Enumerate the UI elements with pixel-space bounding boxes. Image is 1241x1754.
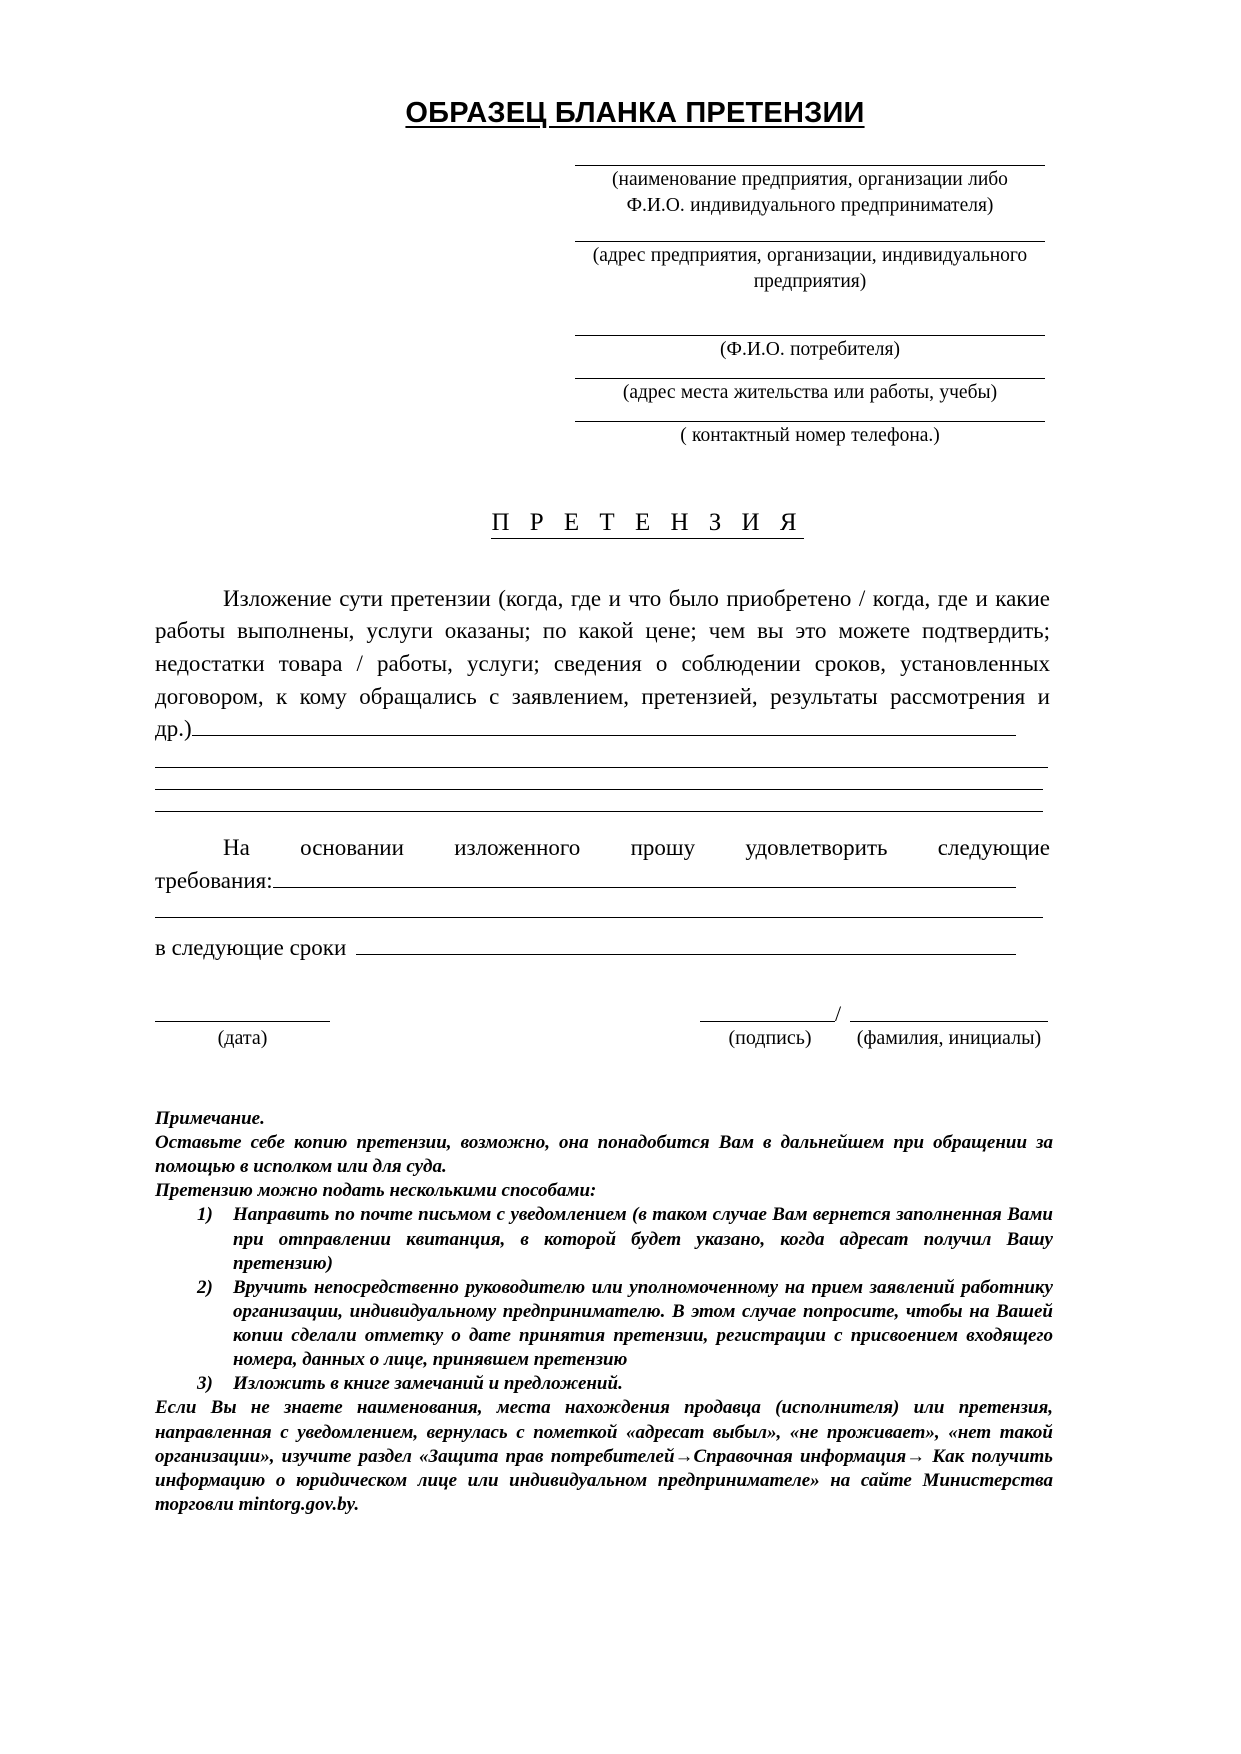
essence-tail-text: др.) [155, 716, 192, 742]
page-title: ОБРАЗЕЦ БЛАНКА ПРЕТЕНЗИИ [405, 97, 865, 129]
essence-fill-line-4[interactable] [155, 811, 1043, 812]
demand-block [155, 832, 1050, 965]
consumer-phone-fill-line[interactable] [575, 421, 1045, 422]
signature-fill-line[interactable] [700, 1021, 835, 1022]
document-content [155, 0, 1055, 1517]
list-item [155, 1372, 1053, 1396]
addressee-address-caption-line2: предприятия) [753, 271, 867, 293]
essence-tail-line [155, 713, 1050, 746]
consumer-name-caption: (Ф.И.О. потребителя) [720, 338, 900, 360]
note-heading: Примечание. [155, 1107, 265, 1129]
addressee-organization-caption-line2: Ф.И.О. индивидуального предпринимателя) [626, 195, 994, 217]
signature-caption: (подпись) [728, 1026, 812, 1049]
spacer [575, 295, 1045, 335]
demand-intro-paragraph [155, 832, 1050, 865]
note-ways-intro: Претензию можно подать несколькими способами: [155, 1180, 597, 1202]
consumer-address-caption: (адрес места жительства или работы, учебы) [622, 381, 998, 403]
list-item-text: Направить по почте письмом с уведомлением (в таком случае Вам вернется заполненная Вами при отправлении квитанция, в которой будет указано, когда адресат получил Вашу претензию) [233, 1204, 1053, 1274]
spacer [575, 219, 1045, 241]
date-fill-line[interactable] [155, 1021, 330, 1022]
consumer-address-group [575, 378, 1045, 405]
consumer-address-fill-line[interactable] [575, 378, 1045, 379]
addressee-organization-fill-line[interactable] [575, 165, 1045, 166]
list-item-text: Изложить в книге замечаний и предложений. [233, 1373, 623, 1395]
essence-fill-line-1[interactable] [192, 713, 1016, 736]
list-item [155, 1276, 1053, 1373]
claim-body [155, 583, 1053, 1517]
demand-label-line [155, 865, 1050, 898]
essence-paragraph [155, 583, 1050, 714]
claim-heading-text: П Р Е Т Е Н З И Я [491, 509, 803, 539]
note-ways-list [155, 1203, 1053, 1396]
note-keep-copy: Оставьте себе копию претензии, возможно, она понадобится Вам в дальнейшем при обращении за помощью в исполком или для суда. [155, 1132, 1053, 1178]
date-caption: (дата) [217, 1026, 268, 1049]
consumer-name-fill-line[interactable] [575, 335, 1045, 336]
spacer [575, 362, 1045, 378]
surname-caption: (фамилия, инициалы) [856, 1026, 1042, 1049]
essence-intro-text: Изложение сути претензии (когда, где и что было приобретено / когда, где и какие работы выполнены, услуги оказаны; по какой цене; чем вы это можете подтвердить; недостатки товара / работы, услуги; сведения о соблюдении сроков, установленных договором, к кому обращались с заявлением, претензией, результаты рассмотрения и [155, 585, 1050, 709]
demand-fill-line-1[interactable] [273, 865, 1016, 888]
surname-fill-line[interactable] [850, 1021, 1048, 1022]
terms-line [155, 932, 1050, 965]
demand-label-text: требования: [155, 867, 273, 893]
addressee-address-caption-line1: (адрес предприятия, организации, индивидуального [592, 244, 1028, 266]
claim-heading [155, 509, 1055, 537]
essence-fill-line-2[interactable] [155, 767, 1048, 768]
spacer [575, 405, 1045, 421]
list-item-number: 2) [197, 1276, 213, 1298]
list-item-number: 1) [197, 1204, 213, 1226]
signature-slash: / [835, 1000, 842, 1026]
essence-fill-line-3[interactable] [155, 789, 1043, 790]
addressee-address-fill-line[interactable] [575, 241, 1045, 242]
header-address-block [575, 165, 1045, 449]
terms-label-text: в следующие сроки [155, 935, 347, 961]
consumer-phone-caption: ( контактный номер телефона.) [680, 425, 940, 447]
signature-row [155, 1000, 1050, 1083]
demand-fill-line-2[interactable] [155, 917, 1043, 918]
consumer-phone-group [575, 421, 1045, 448]
consumer-name-group [575, 335, 1045, 362]
list-item-text: Вручить непосредственно руководителю или уполномоченному на прием заявлений работнику организации, индивидуальному предпринимателю. В этом случае попросите, чтобы на Вашей копии сделали отметку о дате принятия претензии, регистрации с присвоением входящего номера, данных о лице, принявшем претензию [233, 1276, 1053, 1371]
note-unknown-seller: Если Вы не знаете наименования, места нахождения продавца (исполнителя) или претензия, направленная с уведомлением, вернулась с пометкой «адресат выбыл», «не проживает», «нет такой организации», изучите раздел «Защита прав потребителей→Справочная информация→ Как получить информацию о юридическом лице или индивидуальном предпринимателе» на сайте Министерства торговли mintorg.gov.by. [155, 1397, 1053, 1515]
terms-fill-line[interactable] [356, 932, 1016, 955]
addressee-organization-group [575, 165, 1045, 219]
addressee-organization-caption-line1: (наименование предприятия, организации либо [612, 169, 1008, 190]
note-section [155, 1107, 1053, 1517]
addressee-address-group [575, 241, 1045, 295]
demand-intro-text: На основании изложенного прошу удовлетворить следующие [223, 834, 1050, 860]
list-item [155, 1203, 1053, 1275]
list-item-number: 3) [197, 1373, 213, 1395]
